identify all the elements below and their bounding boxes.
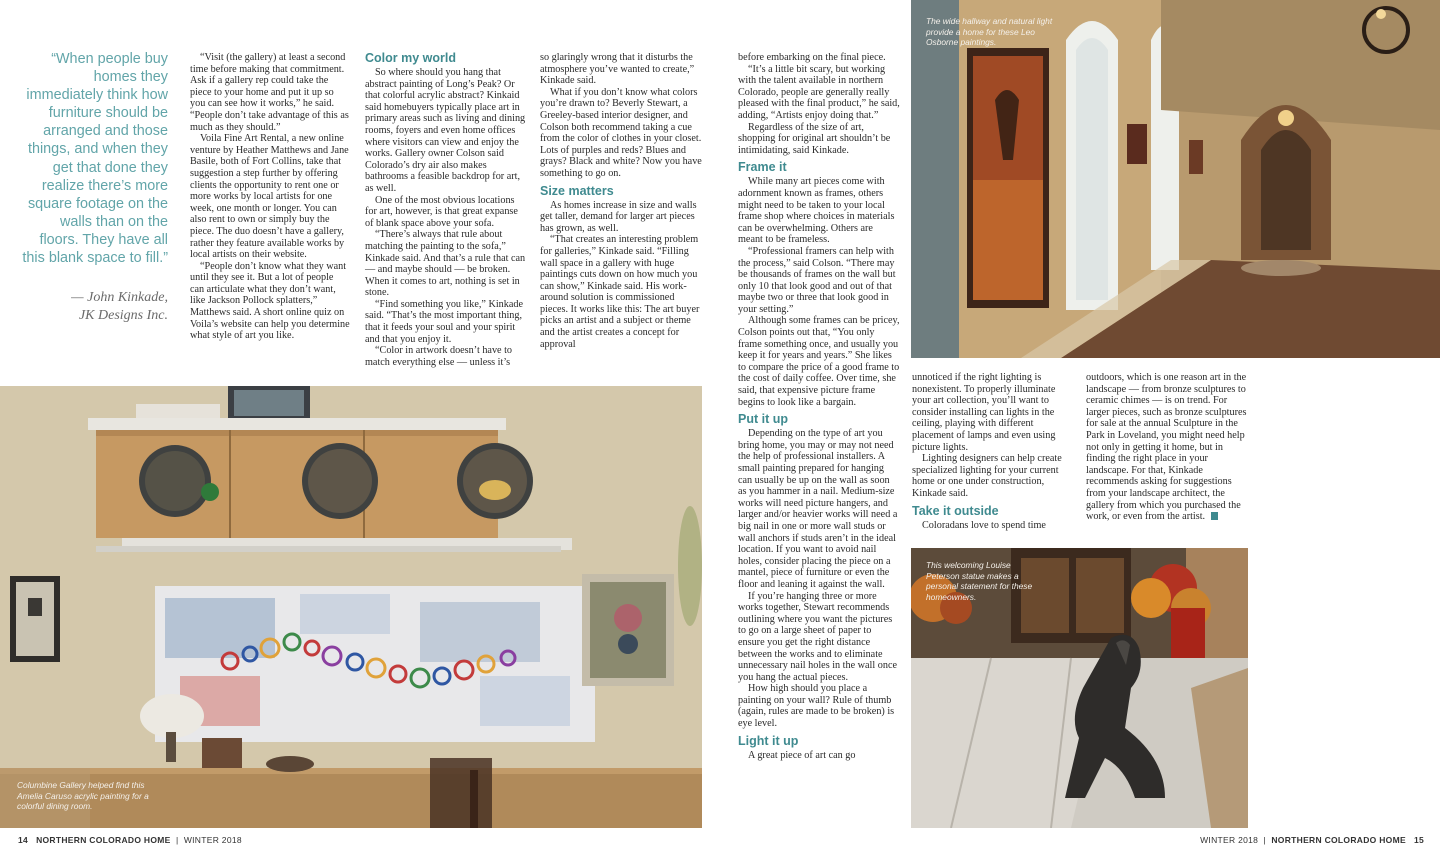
hallway-photo: [911, 0, 1440, 358]
pull-quote-attribution: [18, 289, 168, 325]
article-column-3: [540, 52, 702, 350]
hallway-photo-caption: The wide hallway and natural light provide a home for these Leo Osborne paintings.: [926, 16, 1053, 47]
section-heading-light-it-up: Light it up: [738, 733, 799, 748]
paragraph: unnoticed if the right lighting is nonexistent. To properly illuminate your art collection, you’ll want to consider installing can lights in the ceiling, playing with different placement of lamps and even using picture lights.: [912, 372, 1056, 453]
pull-quote: [18, 50, 168, 325]
paragraph: What if you don’t know what colors you’re drawn to? Beverly Stewart, a Greeley-based interior designer, and Colson both recommend taking a cue from the color of clothes in your closet. Lots of purples and reds? Blues and grays? Black and white? Now you have something to go on.: [540, 86, 702, 179]
section-heading-put-it-up: Put it up: [738, 412, 788, 427]
paragraph: “People don’t know what they want until they see it. But a lot of people can articulate what they don’t want, like Jackson Pollock splatters,” Matthews said. A short online quiz on Voila’s website can help you determine what style of art you like.: [190, 260, 350, 342]
paragraph: While many art pieces come with adornment known as frames, others might need to be taken to your local frame shop where choices in materials can be overwhelming. Others are meant to be frameless.: [738, 176, 895, 246]
paragraph: Depending on the type of art you bring home, you may or may not need the help of professional installers. A small painting prepared for hanging can usually be up on the wall as soon as you hammer in a nail. Medium-size works will need picture hangers, and larger and/or heavier works will need a big nail in one or more wall studs or wall anchors if studs aren’t in the ideal location. If you want to avoid nail holes, consider placing the piece on a mantel, piece of furniture or even the floor and leaning it against the wall.: [738, 428, 898, 590]
article-column-1: [190, 52, 350, 342]
issue-left: WINTER 2018: [183, 835, 242, 845]
paragraph: As homes increase in size and walls get taller, demand for larger art pieces has grown, as well.: [540, 199, 697, 234]
dining-photo-caption: Columbine Gallery helped find this Amelia Caruso acrylic painting for a colorful dining room.: [17, 780, 149, 811]
paragraph: “Professional framers can help with the process,” said Colson. “There may be thousands of frames on the wall but only 10 that look good and out of that maybe two or three that look good in your setting.”: [738, 245, 896, 315]
section-heading-frame-it: Frame it: [738, 160, 787, 175]
paragraph: so glaringly wrong that it disturbs the atmosphere you’ve wanted to create,” Kinkade said.: [540, 52, 695, 87]
paragraph: Voila Fine Art Rental, a new online venture by Heather Matthews and Jane Basile, both of Fort Collins, take that suggestion a step further by offering clients the opportunity to rent one or more works by local artists for one week, one month or longer. You can also rent to own or simply buy the piece. The duo doesn’t have a gallery, rather they feature available works by local artists on their website.: [190, 133, 349, 261]
footer-right: [1200, 835, 1424, 845]
article-column-2: [365, 51, 528, 368]
page-number-left: 14: [18, 835, 29, 845]
paragraph: How high should you place a painting on your wall? Rule of thumb (again, rules are made to be broken) is eye level.: [738, 683, 895, 730]
section-heading-take-it-outside: Take it outside: [912, 503, 999, 518]
article-column-5: [912, 372, 1074, 531]
footer-separator: |: [1263, 835, 1267, 845]
footer-separator: |: [175, 835, 179, 845]
paragraph: “Visit (the gallery) at least a second time before making that commitment. Ask if a gallery rep could take the piece to your home and put it up so you can see how it works,” he said. “People don’t take advantage of this as much as they should.”: [190, 52, 349, 133]
paragraph: [1086, 372, 1248, 523]
section-heading-color-my-world: Color my world: [365, 51, 456, 65]
section-heading-size-matters: Size matters: [540, 183, 614, 198]
paragraph: So where should you hang that abstract painting of Long’s Peak? Or that colorful acrylic abstract? Kinkaid said homebuyers typically place art in primary areas such as living and dining rooms, foyers and even home offices where visitors can view and enjoy the works. Gallery owner Colson said Colorado’s dry air also makes bathrooms a feasible backdrop for art, as well.: [365, 67, 526, 194]
paragraph: “Find something you like,” Kinkade said. “That’s the most important thing, that it feeds your soul and your spirit and that you enjoy it.: [365, 298, 523, 345]
pull-quote-text: “When people buy homes they immediately think how furniture should be arranged and those things, and when they get that done they realize there’s more square footage on the walls than on the floors. They have all this blank space to fill.”: [22, 51, 168, 267]
paragraph: Although some frames can be pricey, Colson points out that, “You only frame something once, and usually you keep it for years and years.” She likes to compare the price of a good frame to the cost of daily coffee. Over time, she said, that expensive picture frame begins to look like a bargain.: [738, 315, 900, 408]
attribution-company: JK Designs Inc.: [78, 308, 168, 324]
paragraph: before embarking on the final piece.: [738, 52, 886, 63]
statue-photo: [911, 548, 1248, 828]
dining-room-photo: [0, 386, 702, 828]
article-column-6: [1086, 372, 1248, 523]
article-column-4: [738, 52, 900, 761]
paragraph: Regardless of the size of art, shopping for original art shouldn’t be intimidating, said Kinkade.: [738, 121, 891, 156]
statue-photo-caption: This welcoming Louise Peterson statue makes a personal statement for these homeowners.: [926, 560, 1033, 602]
paragraph: “Color in artwork doesn’t have to match everything else — unless it’s: [365, 345, 513, 368]
issue-right: WINTER 2018: [1200, 835, 1259, 845]
paragraph: Lighting designers can help create specialized lighting for your current home or one under construction, Kinkade said.: [912, 453, 1062, 499]
paragraph: “That creates an interesting problem for galleries,” Kinkade said. “Filling wall space in a gallery with huge paintings cuts down on how much you can show,” Kinkade said. His work-around solution is commissioned pieces. It works like this: The art buyer picks an artist and a subject or theme and the artist creates a concept for approval: [540, 234, 700, 350]
footer-left: [18, 835, 242, 845]
paragraph: Coloradans love to spend time: [922, 519, 1046, 531]
paragraph: “It’s a little bit scary, but working with the talent available in northern Colorado, people are generally really pleased with the final product,” he said, adding, “Artists enjoy doing that.”: [738, 63, 900, 121]
paragraph: If you’re hanging three or more works together, Stewart recommends outlining where you want the pictures to go on a large sheet of paper to ensure you get the right distance between the works and to eliminate unnecessary nail holes in the wall once you hang the actual pieces.: [738, 590, 897, 683]
magazine-title-right: NORTHERN COLORADO HOME: [1271, 835, 1406, 845]
page-number-right: 15: [1413, 835, 1424, 845]
paragraph: One of the most obvious locations for art, however, is that great expanse of blank space above your sofa.: [365, 194, 518, 229]
end-mark-icon: [1211, 512, 1218, 520]
attribution-name: — John Kinkade,: [71, 290, 168, 306]
magazine-title-left: NORTHERN COLORADO HOME: [36, 835, 171, 845]
paragraph-text: outdoors, which is one reason art in the landscape — from bronze sculptures to ceramic chimes — is on trend. For larger pieces, such as bronze sculptures for sale at the annual Sculpture in the Park in Loveland, you might need help not only in getting it home, but in finding the right place in your landscape. For that, Kinkade recommends asking for suggestions from your landscape architect, the gallery from which you purchased the work, or even from the artist.: [1086, 372, 1247, 523]
paragraph: “There’s always that rule about matching the painting to the sofa,” Kinkade said. And that’s a rule that can — and maybe should — be broken. When it comes to art, nothing is set in stone.: [365, 229, 526, 299]
paragraph: A great piece of art can go: [748, 749, 856, 761]
